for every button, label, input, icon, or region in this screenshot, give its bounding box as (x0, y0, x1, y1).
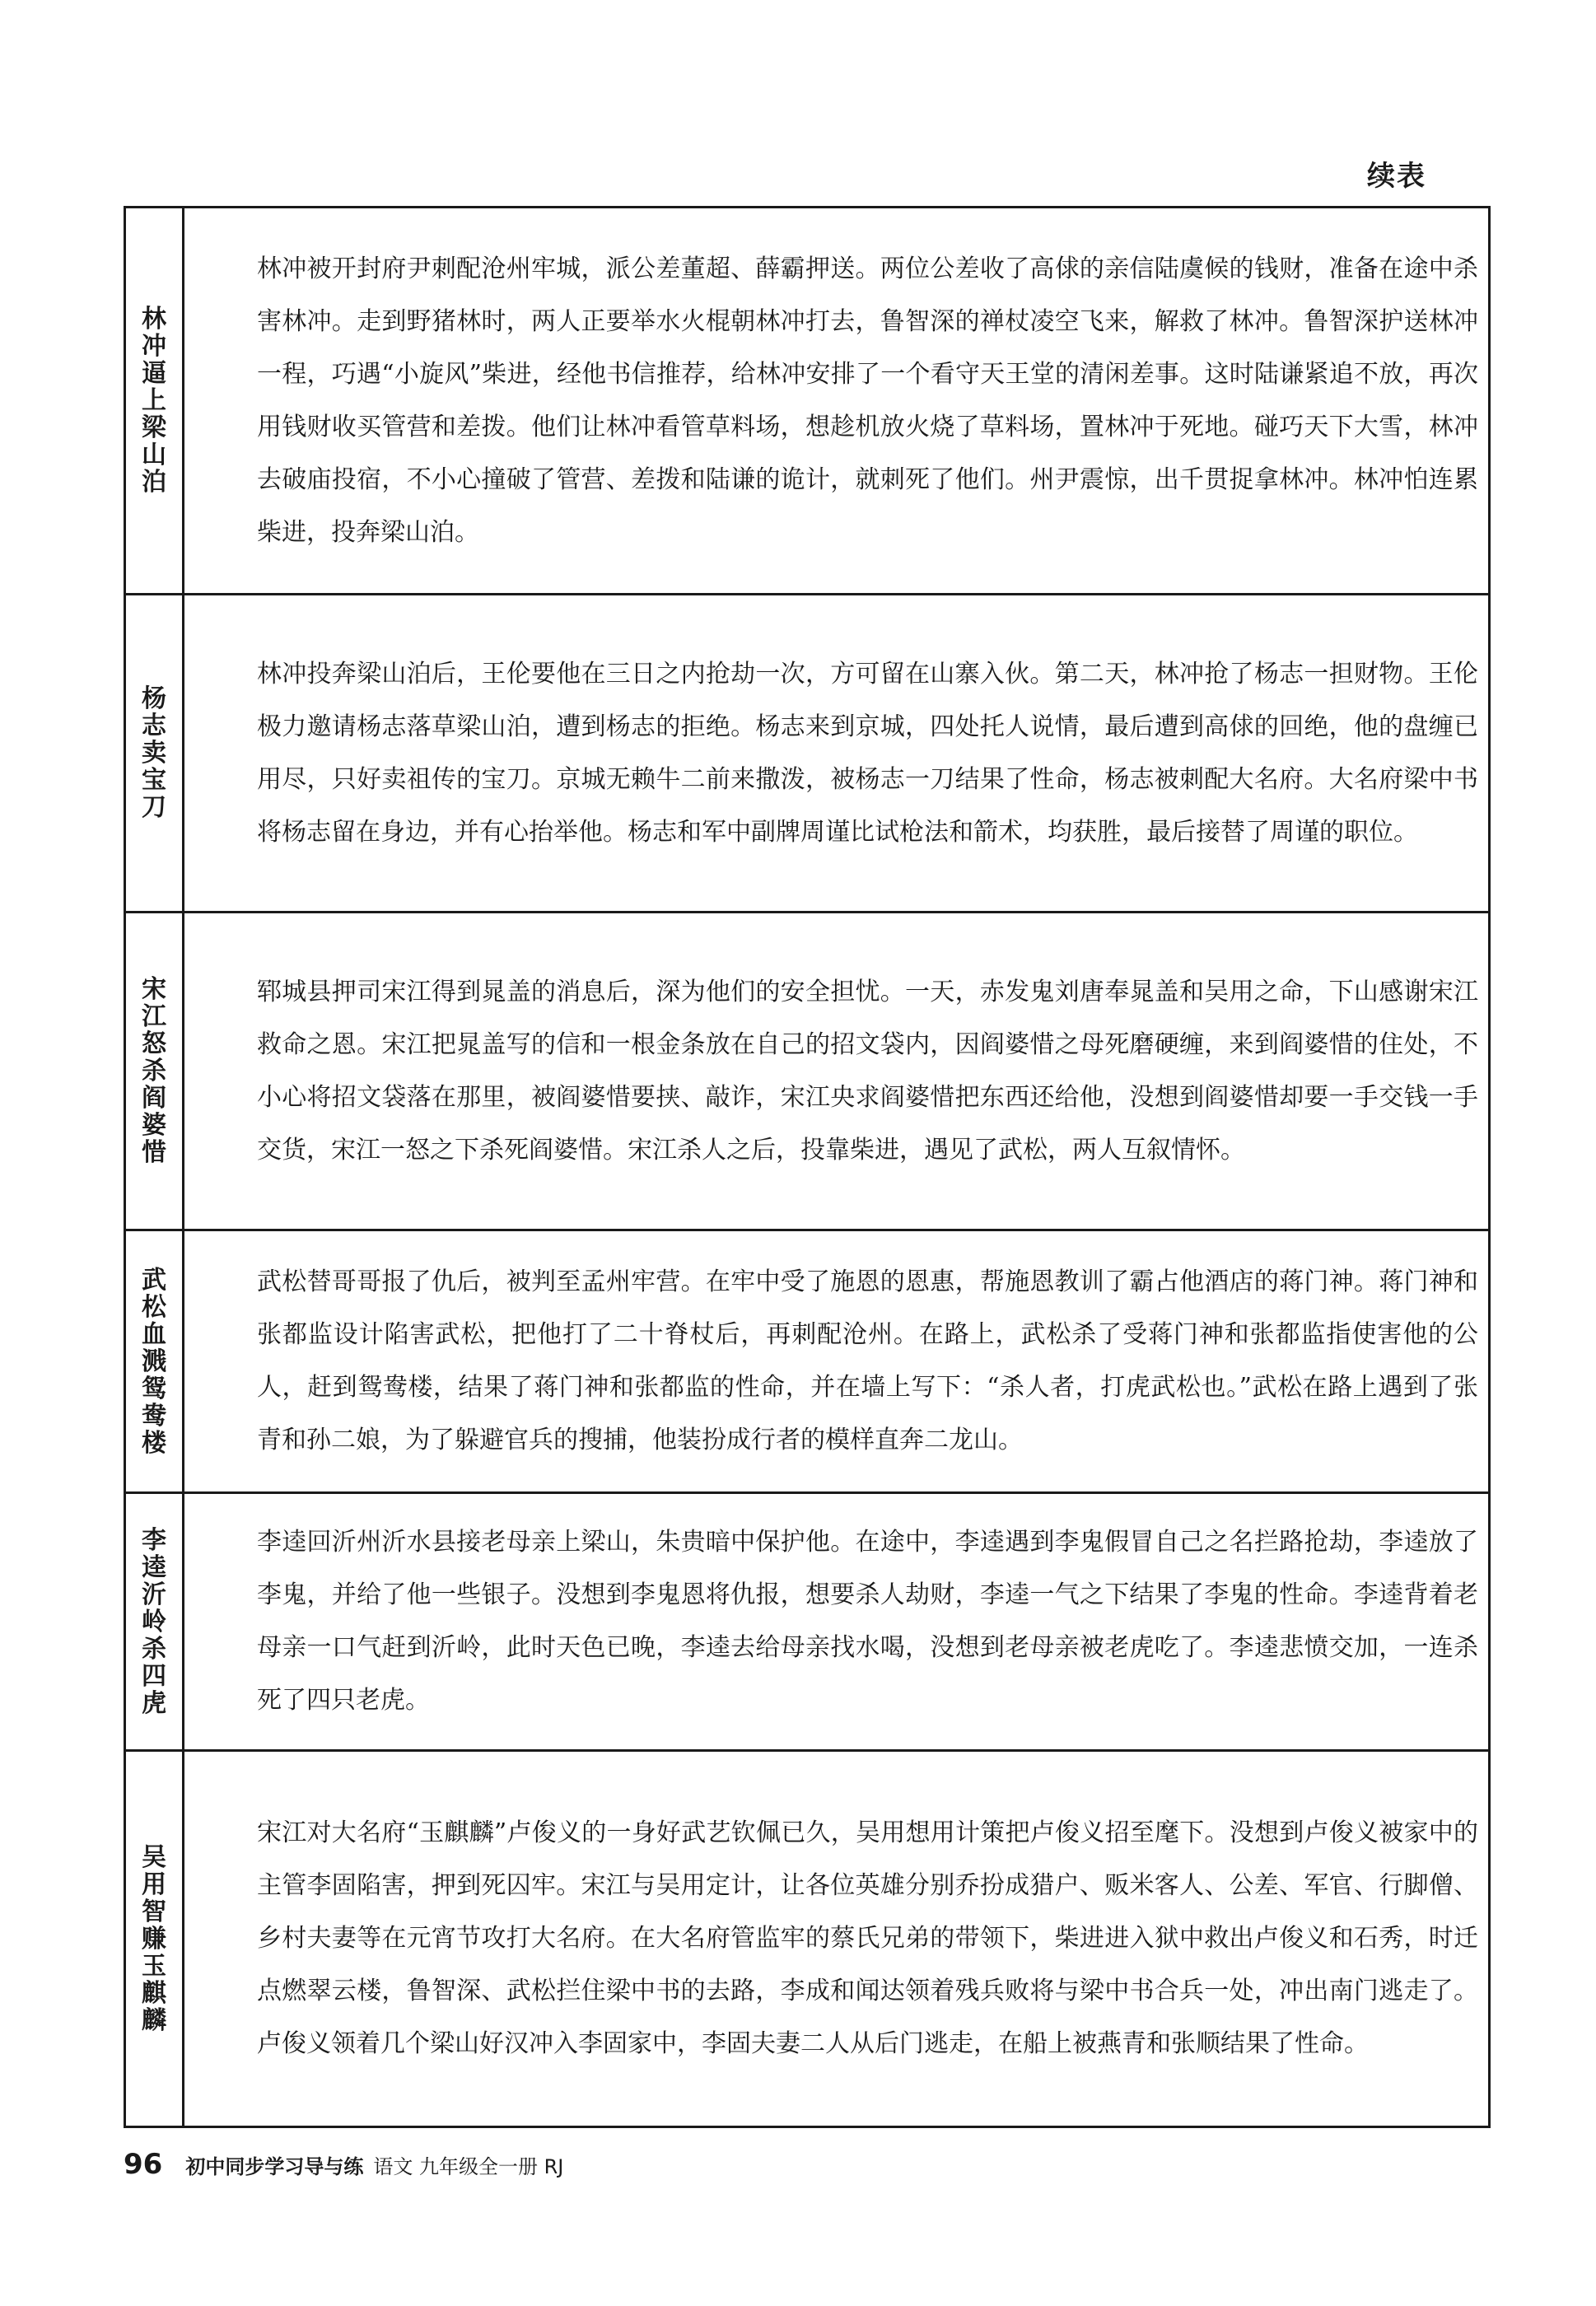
row-title-cell (125, 1751, 184, 2127)
row-summary: 林冲投奔梁山泊后，王伦要他在三日之内抢劫一次，方可留在山寨入伙。第二天，林冲抢了杨志一担财物。王伦极力邀请杨志落草梁山泊，遭到杨志的拒绝。杨志来到京城，四处托人说情，最后遭到高俅的回绝，他的盘缠已用尽，只好卖祖传的宝刀。京城无赖牛二前来撒泼，被杨志一刀结果了性命，杨志被刺配大名府。大名府梁中书将杨志留在身边，并有心抬举他。杨志和军中副牌周谨比试枪法和箭术，均获胜，最后接替了周谨的职位。 (184, 595, 1490, 913)
row-title-cell (125, 208, 184, 595)
continued-label: 续表 (1367, 160, 1426, 193)
row-summary: 林冲被开封府尹刺配沧州牢城，派公差董超、薛霸押送。两位公差收了高俅的亲信陆虞候的钱财，准备在途中杀害林冲。走到野猪林时，两人正要举水火棍朝林冲打去，鲁智深的禅杖凌空飞来，解救了林冲。鲁智深护送林冲一程，巧遇“小旋风”柴进，经他书信推荐，给林冲安排了一个看守天王堂的清闲差事。这时陆谦紧追不放，再次用钱财收买管营和差拨。他们让林冲看管草料场，想趁机放火烧了草料场，置林冲于死地。碰巧天下大雪，林冲去破庙投宿，不小心撞破了管营、差拨和陆谦的诡计，就刺死了他们。州尹震惊，出千贯捉拿林冲。林冲怕连累柴进，投奔梁山泊。 (184, 208, 1490, 595)
book-subject-grade: 语文 九年级全一册 RJ (373, 2155, 564, 2178)
page-footer (124, 2148, 563, 2181)
row-title: 吴用智赚玉麒麟 (142, 1842, 166, 2035)
table-row (125, 913, 1490, 1230)
row-title: 李逵沂岭杀四虎 (142, 1525, 166, 1718)
row-summary: 宋江对大名府“玉麒麟”卢俊义的一身好武艺钦佩已久，吴用想用计策把卢俊义招至麾下。没想到卢俊义被家中的主管李固陷害，押到死囚牢。宋江与吴用定计，让各位英雄分别乔扮成猎户、贩米客人、公差、军官、行脚僧、乡村夫妻等在元宵节攻打大名府。在大名府管监牢的蔡氏兄弟的带领下，柴进进入狱中救出卢俊义和石秀，时迁点燃翠云楼，鲁智深、武松拦住梁中书的去路，李成和闻达领着残兵败将与梁中书合兵一处，冲出南门逃走了。卢俊义领着几个梁山好汉冲入李固家中，李固夫妻二人从后门逃走，在船上被燕青和张顺结果了性命。 (184, 1751, 1490, 2127)
row-title-cell (125, 913, 184, 1230)
table-row (125, 1751, 1490, 2127)
table-row (125, 1493, 1490, 1751)
row-title-cell (125, 595, 184, 913)
row-summary: 郓城县押司宋江得到晁盖的消息后，深为他们的安全担忧。一天，赤发鬼刘唐奉晁盖和吴用之命，下山感谢宋江救命之恩。宋江把晁盖写的信和一根金条放在自己的招文袋内，因阎婆惜之母死磨硬缠，来到阎婆惜的住处，不小心将招文袋落在那里，被阎婆惜要挟、敲诈，宋江央求阎婆惜把东西还给他，没想到阎婆惜却要一手交钱一手交货，宋江一怒之下杀死阎婆惜。宋江杀人之后，投靠柴进，遇见了武松，两人互叙情怀。 (184, 913, 1490, 1230)
page-number: 96 (124, 2148, 163, 2181)
table-row (125, 1230, 1490, 1493)
table-row (125, 595, 1490, 913)
row-title: 杨志卖宝刀 (142, 684, 166, 822)
row-title: 武松血溅鸳鸯楼 (142, 1265, 166, 1458)
row-summary: 武松替哥哥报了仇后，被判至孟州牢营。在牢中受了施恩的恩惠，帮施恩教训了霸占他酒店的蒋门神。蒋门神和张都监设计陷害武松，把他打了二十脊杖后，再刺配沧州。在路上，武松杀了受蒋门神和张都监指使害他的公人，赶到鸳鸯楼，结果了蒋门神和张都监的性命，并在墙上写下：“杀人者，打虎武松也。”武松在路上遇到了张青和孙二娘，为了躲避官兵的搜捕，他装扮成行者的模样直奔二龙山。 (184, 1230, 1490, 1493)
row-title: 宋江怒杀阎婆惜 (142, 975, 166, 1167)
row-title-cell (125, 1230, 184, 1493)
book-title: 初中同步学习导与练 (185, 2155, 364, 2178)
row-summary: 李逵回沂州沂水县接老母亲上梁山，朱贵暗中保护他。在途中，李逵遇到李鬼假冒自己之名拦路抢劫，李逵放了李鬼，并给了他一些银子。没想到李鬼恩将仇报，想要杀人劫财，李逵一气之下结果了李鬼的性命。李逵背着老母亲一口气赶到沂岭，此时天色已晚，李逵去给母亲找水喝，没想到老母亲被老虎吃了。李逵悲愤交加，一连杀死了四只老虎。 (184, 1493, 1490, 1751)
story-summary-table (124, 206, 1491, 2128)
row-title-cell (125, 1493, 184, 1751)
row-title: 林冲逼上梁山泊 (142, 305, 166, 497)
table-row (125, 208, 1490, 595)
